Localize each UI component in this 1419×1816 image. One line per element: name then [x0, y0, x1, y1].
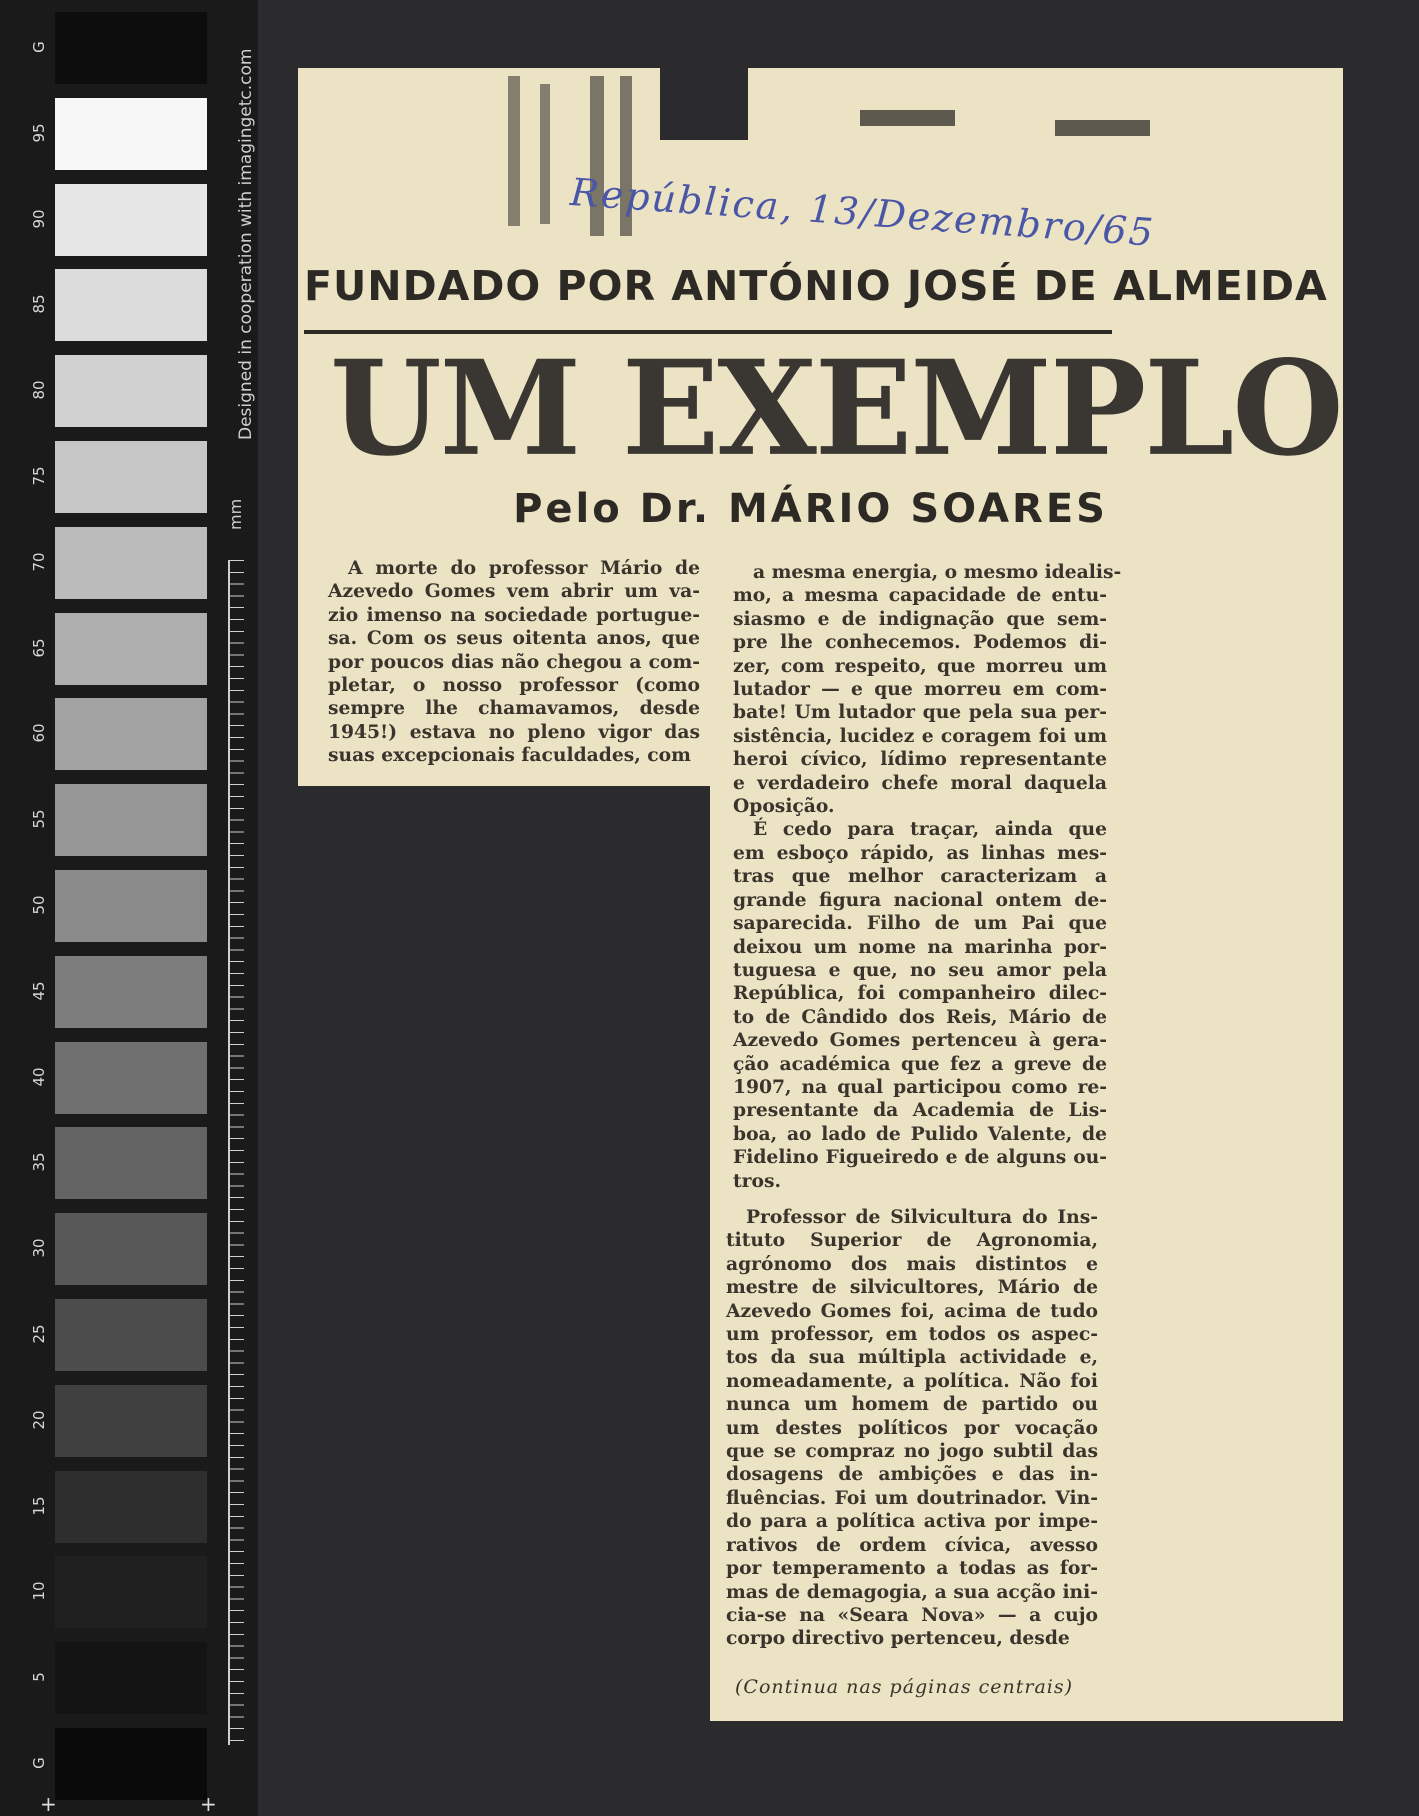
- article-line: mas de demagogia, a sua acção ini-: [726, 1580, 1098, 1603]
- scale-label: G: [30, 1757, 48, 1769]
- color-checker-strip: [0, 0, 258, 1816]
- ruler-unit-label: mm: [226, 498, 245, 530]
- gray-swatch: [55, 1642, 207, 1714]
- article-line: to de Cândido dos Reis, Mário de: [733, 1005, 1107, 1028]
- scale-label: 75: [30, 466, 48, 486]
- byline: Pelo Dr. MÁRIO SOARES: [513, 486, 1108, 532]
- article-line: Professor de Silvicultura do Ins-: [746, 1206, 1098, 1228]
- article-line: É cedo para traçar, ainda que: [753, 818, 1107, 841]
- article-line: lutador — e que morreu em com-: [733, 678, 1107, 701]
- article-line: nunca um homem de partido ou: [726, 1393, 1098, 1416]
- gray-swatch: [55, 441, 207, 513]
- article-line: sistência, lucidez e coragem foi um: [733, 724, 1107, 747]
- gray-swatch: [55, 784, 207, 856]
- gray-swatch: [55, 98, 207, 170]
- scale-label: 20: [30, 1410, 48, 1430]
- scale-label: 55: [30, 809, 48, 829]
- mm-ruler: [228, 560, 260, 1745]
- article-line: mestre de silvicultores, Mário de: [726, 1276, 1098, 1299]
- article-line: suas excepcionais faculdades, com: [328, 744, 691, 767]
- clipping-cutout: [660, 68, 748, 140]
- gray-swatch: [55, 1213, 207, 1285]
- gray-swatch: [55, 1471, 207, 1543]
- article-line: ção académica que fez a greve de: [733, 1052, 1107, 1075]
- article-line: agrónomo dos mais distintos e: [726, 1252, 1098, 1275]
- article-line: A morte do professor Mário de: [348, 557, 700, 579]
- gray-swatch: [55, 1556, 207, 1628]
- article-line: bate! Um lutador que pela sua per-: [733, 701, 1107, 724]
- article-line: Fidelino Figueiredo e de alguns ou-: [733, 1146, 1107, 1169]
- gray-swatch: [55, 870, 207, 942]
- registration-mark: +: [200, 1792, 217, 1816]
- article-line: um destes políticos por vocação: [726, 1416, 1098, 1439]
- scale-label: 15: [30, 1496, 48, 1516]
- registration-mark: +: [40, 1792, 57, 1816]
- article-line: rativos de ordem cívica, avesso: [726, 1533, 1098, 1556]
- scale-label: 90: [30, 209, 48, 229]
- article-line: tos da sua múltipla actividade e,: [726, 1346, 1098, 1369]
- gray-swatch: [55, 1299, 207, 1371]
- article-line: siasmo e de indignação que sem-: [733, 607, 1107, 630]
- gray-swatch: [55, 613, 207, 685]
- gray-swatch: [55, 527, 207, 599]
- scale-label: 10: [30, 1581, 48, 1601]
- scale-label: 40: [30, 1067, 48, 1087]
- scale-label: 50: [30, 895, 48, 915]
- article-line: sa. Com os seus oitenta anos, que: [328, 627, 700, 650]
- article-line: fluências. Foi um doutrinador. Vin-: [726, 1486, 1098, 1509]
- article-line: grande figura nacional ontem de-: [733, 888, 1107, 911]
- article-line: e verdadeiro chefe moral daquela: [733, 771, 1107, 794]
- article-line: zio imenso na sociedade portugue-: [328, 603, 700, 626]
- article-line: a mesma energia, o mesmo idealis-: [753, 561, 1122, 583]
- scale-label: 80: [30, 380, 48, 400]
- scale-label: 45: [30, 981, 48, 1001]
- gray-swatch: [55, 269, 207, 341]
- strip-credit: Designed in cooperation with imagingetc.com: [236, 48, 256, 440]
- ink-mark: [540, 84, 550, 224]
- article-line: que se compraz no jogo subtil das: [726, 1440, 1098, 1463]
- gray-swatch: [55, 355, 207, 427]
- article-line: boa, ao lado de Pulido Valente, de: [733, 1122, 1107, 1145]
- gray-swatch: [55, 956, 207, 1028]
- article-line: por poucos dias não chegou a com-: [328, 650, 700, 673]
- ink-mark: [508, 76, 520, 226]
- article-line: Azevedo Gomes foi, acima de tudo: [726, 1299, 1098, 1322]
- scale-label: 65: [30, 638, 48, 658]
- article-column-2: [733, 561, 1122, 1193]
- handwritten-note: República, 13/Dezembro/65: [568, 170, 1157, 255]
- scale-label: 35: [30, 1152, 48, 1172]
- article-line: tituto Superior de Agronomia,: [726, 1229, 1098, 1252]
- gray-swatch: [55, 1385, 207, 1457]
- scale-label: 5: [30, 1672, 48, 1682]
- article-line: em esboço rápido, as linhas mes-: [733, 841, 1107, 864]
- article-column-1: [328, 557, 700, 768]
- article-line: tuguesa e que, no seu amor pela: [733, 958, 1107, 981]
- gray-swatch: [55, 1042, 207, 1114]
- article-line: 1907, na qual participou como re-: [733, 1075, 1107, 1098]
- article-line: sempre lhe chamavamos, desde: [328, 697, 700, 720]
- article-line: por temperamento a todas as for-: [726, 1557, 1098, 1580]
- article-line: corpo directivo pertenceu, desde: [726, 1627, 1070, 1650]
- article-line: do para a política activa por impe-: [726, 1510, 1098, 1533]
- scale-label: G: [30, 41, 48, 53]
- article-line: heroi cívico, lídimo representante: [733, 748, 1107, 771]
- article-line: Oposição.: [733, 795, 835, 818]
- scale-label: 85: [30, 294, 48, 314]
- article-line: República, foi companheiro dilec-: [733, 982, 1107, 1005]
- article-line: pre lhe conhecemos. Podemos di-: [733, 631, 1107, 654]
- gray-swatch: [55, 12, 207, 84]
- scale-label: 70: [30, 552, 48, 572]
- gray-swatch: [55, 184, 207, 256]
- article-line: presentante da Academia de Lis-: [733, 1099, 1107, 1122]
- scale-label: 95: [30, 123, 48, 143]
- article-line: mo, a mesma capacidade de entu-: [733, 584, 1107, 607]
- article-line: 1945!) estava no pleno vigor das: [328, 720, 700, 743]
- gray-swatch: [55, 698, 207, 770]
- article-line: tras que melhor caracterizam a: [733, 865, 1107, 888]
- article-line: Azevedo Gomes pertenceu à gera-: [733, 1029, 1107, 1052]
- article-column-3: [726, 1206, 1098, 1651]
- article-line: Azevedo Gomes vem abrir um va-: [328, 580, 700, 603]
- article-line: pletar, o nosso professor (como: [328, 674, 700, 697]
- article-line: nomeadamente, a política. Não foi: [726, 1369, 1098, 1392]
- scale-label: 30: [30, 1238, 48, 1258]
- article-line: cia-se na «Seara Nova» — a cujo: [726, 1603, 1098, 1626]
- article-line: tros.: [733, 1169, 781, 1192]
- scale-label: 60: [30, 723, 48, 743]
- article-line: deixou um nome na marinha por-: [733, 935, 1107, 958]
- article-line: saparecida. Filho de um Pai que: [733, 912, 1107, 935]
- article-line: zer, com respeito, que morreu um: [733, 654, 1107, 677]
- ink-mark: [860, 110, 955, 126]
- gray-swatch: [55, 1127, 207, 1199]
- gray-swatch: [55, 1728, 207, 1800]
- masthead: FUNDADO POR ANTÓNIO JOSÉ DE ALMEIDA: [304, 262, 1328, 310]
- article-line: dosagens de ambições e das in-: [726, 1463, 1098, 1486]
- article-line: um professor, em todos os aspec-: [726, 1323, 1098, 1346]
- ink-mark: [1055, 120, 1150, 136]
- scale-label: 25: [30, 1324, 48, 1344]
- continued-note: (Continua nas páginas centrais): [735, 1676, 1074, 1698]
- headline: UM EXEMPLO: [330, 332, 1342, 486]
